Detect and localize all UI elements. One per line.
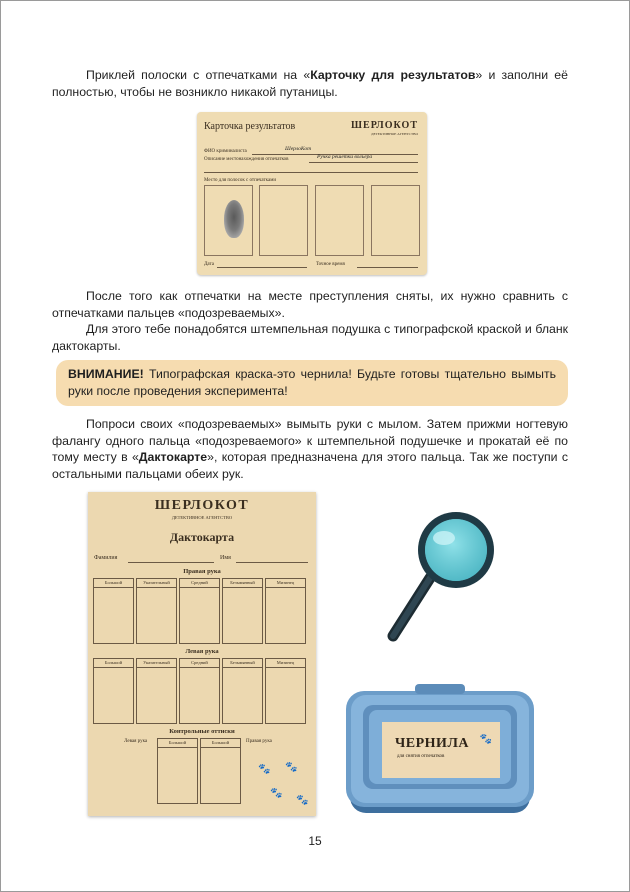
ink-pad-label [382, 722, 500, 778]
paw-icon: 🐾 [479, 734, 492, 745]
surname-line [128, 562, 214, 563]
para4-text-b: », которая предназначена для этого пальца. Так же поступи с остальными пальцами обеих рук. [52, 450, 568, 481]
dacto-card-name: Дактокарте [138, 450, 208, 464]
fio-label: ФИО криминалиста [204, 149, 247, 154]
right-finger-cell [222, 578, 263, 644]
right-finger-cell [136, 578, 177, 644]
left-finger-cell [136, 658, 177, 724]
intro-paragraph [52, 67, 568, 100]
control-cell [200, 738, 241, 804]
time-label: Точное время [316, 262, 345, 267]
control-left-label: Левая рука [124, 739, 148, 744]
right-hand-label: Правая рука [183, 568, 221, 575]
finger-header: Указательный [137, 579, 176, 588]
left-finger-cell [93, 658, 134, 724]
finger-header: Мизинец [266, 659, 305, 668]
strip-box-3 [315, 185, 364, 256]
paw-icon: 🐾 [285, 762, 298, 773]
left-finger-cell [222, 658, 263, 724]
materials-paragraph: Для этого тебе понадобятся штемпельная подушка с типографской краской и бланк дактокарты. [52, 322, 568, 353]
left-hand-grid [93, 658, 306, 724]
result-card [197, 112, 427, 275]
right-finger-cell [93, 578, 134, 644]
strip-box-4 [371, 185, 420, 256]
place-line [309, 162, 418, 163]
date-label: Дата [204, 262, 214, 267]
control-grid [157, 738, 241, 804]
left-hand-label: Левая рука [185, 648, 219, 655]
finger-header: Мизинец [266, 579, 305, 588]
control-cell [157, 738, 198, 804]
result-card-title: Карточка результатов [204, 121, 296, 132]
dacto-logo-sub: ДЕТЕКТИВНОЕ АГЕНТСТВО [171, 515, 233, 520]
name-line [236, 562, 308, 563]
dacto-card [88, 492, 316, 816]
left-finger-cell [265, 658, 306, 724]
ink-label-title: ЧЕРНИЛА [395, 736, 469, 751]
surname-label: Фамилия [94, 555, 118, 561]
para1-text-a: Приклей полоски с отпечатками на « [86, 68, 311, 82]
paw-icon: 🐾 [258, 764, 271, 775]
result-card-name: Карточку для результатов [310, 68, 476, 82]
right-hand-grid [93, 578, 306, 644]
divider-line [204, 172, 418, 173]
attention-title: ВНИМАНИЕ! [68, 367, 144, 381]
finger-header: Указательный [137, 659, 176, 668]
control-title: Контрольные оттиски [169, 728, 235, 735]
para4-text-a: Попроси своих «подозреваемых» вымыть руки с мылом. Затем прижми ногтевую фалангу одного пальца «подозреваемого» к штемпельной подушечке и прокатай её по тому месту в « [52, 417, 568, 464]
strip-box-2 [259, 185, 308, 256]
fingerprint-image [224, 200, 244, 238]
attention-box [56, 360, 568, 406]
compare-paragraph: После того как отпечатки на месте преступления сняты, их нужно сравнить с отпечатками пальцев «подозреваемых». [52, 289, 568, 320]
finger-header: Большой [201, 739, 240, 748]
result-card-logo: ШЕРЛОКОТ [351, 120, 418, 131]
finger-header: Большой [94, 579, 133, 588]
strips-label: Место для полосок с отпечатками [204, 178, 277, 183]
finger-header: Большой [158, 739, 197, 748]
right-finger-cell [179, 578, 220, 644]
ink-label-subtitle: для снятия отпечатков [397, 754, 445, 759]
paw-icon: 🐾 [270, 788, 283, 799]
time-line [357, 267, 418, 268]
finger-header: Безымянный [223, 659, 262, 668]
page-number: 15 [308, 834, 322, 848]
dacto-title: Дактокарта [169, 530, 235, 544]
date-line [217, 267, 307, 268]
name-label: Имя [220, 555, 231, 561]
para1-text-b: » и заполни её полностью, чтобы не возникло никакой путаницы. [52, 68, 568, 99]
finger-header: Средний [180, 579, 219, 588]
control-right-label: Правая рука [246, 739, 272, 744]
dacto-logo: ШЕРЛОКОТ [154, 498, 250, 513]
finger-header: Средний [180, 659, 219, 668]
fio-value: ШерлоКот [285, 146, 312, 152]
instructions-paragraph [52, 416, 568, 482]
magnifier-icon [380, 508, 500, 648]
attention-text: Типографская краска-это чернила! Будьте готовы тщательно вымыть руки после проведения эксперимента! [68, 367, 556, 398]
finger-header: Большой [94, 659, 133, 668]
place-value: Ручка решетки вольера [317, 154, 373, 160]
finger-header: Безымянный [223, 579, 262, 588]
result-card-logo-sub: ДЕТЕКТИВНОЕ АГЕНТСТВО [371, 132, 418, 136]
left-finger-cell [179, 658, 220, 724]
place-label: Описание местонахождения отпечатков [204, 157, 289, 162]
paw-icon: 🐾 [296, 795, 309, 806]
right-finger-cell [265, 578, 306, 644]
